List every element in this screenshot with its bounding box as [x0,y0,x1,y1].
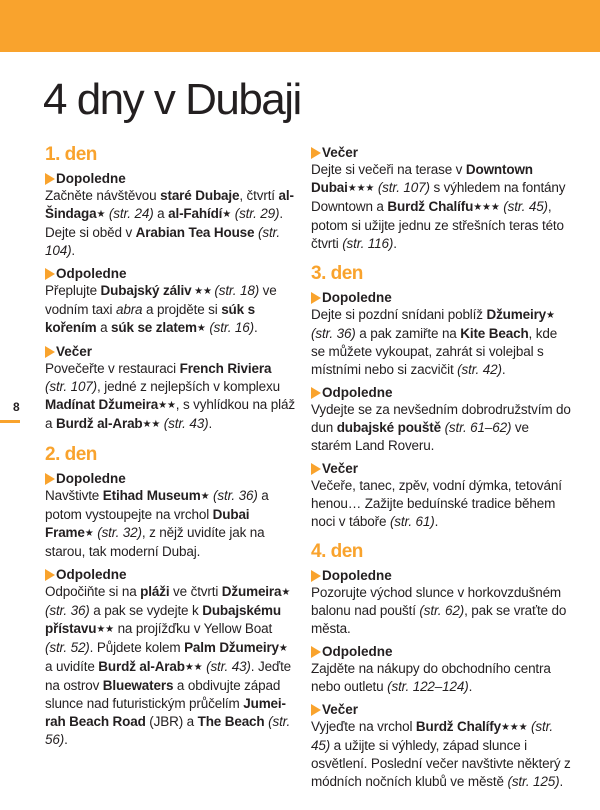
text-run: , potom si užijte jednu ze střešních teras této čtvrti [311,199,564,251]
star-rating-icon: ★ [546,310,555,321]
day-section [45,444,295,749]
text-run: a projděte si [142,302,222,317]
time-slot-description [311,306,571,379]
triangle-arrow-icon [311,387,321,399]
time-slot [311,144,571,253]
star-rating-icon: ★★★ [473,202,500,213]
page-reference: (str. 32) [97,525,142,540]
text-run: Vydejte se za nevšedním dobrodružstvím do dun [311,402,571,435]
triangle-arrow-icon [311,147,321,159]
page-reference: (str. 61) [389,514,435,529]
place-name: Arabian Tea House [135,225,255,240]
star-rating-icon: ★ [222,209,232,220]
text-run: . [559,774,564,789]
place-name: Dubai Frame [45,507,250,540]
text-run: , čtvrtí [239,188,279,203]
text-run: . Půjdete kolem [89,640,185,655]
page-reference: (str. 116) [342,236,394,251]
day-section [311,263,571,531]
page-reference: (str. 36) [45,603,90,618]
triangle-arrow-icon [45,346,55,358]
header-color-band [0,0,600,52]
star-rating-icon: ★★ [158,400,176,411]
text-run: . [434,514,439,529]
star-rating-icon: ★ [84,528,94,539]
text-run: ve vodním taxi [45,283,277,317]
place-name: Džumeira [221,584,282,599]
time-slot-label: Dopoledne [322,568,392,583]
text-run: Odpočiňte si na [45,584,141,599]
place-name: Burdž al-Arab [55,416,143,431]
day-title: 2. den [45,444,97,465]
place-name: pláži [140,584,170,599]
star-rating-icon: ★ [278,643,288,654]
time-slot [45,265,295,338]
text-run: . [253,320,258,335]
star-rating-icon: ★ [281,587,291,598]
right-column [311,144,571,801]
place-name: Jumeirah Beach Road [45,696,287,729]
text-run: na projížďku v Yellow Boat [113,621,273,636]
triangle-arrow-icon [45,473,55,485]
time-slot-heading [45,470,295,487]
text-run: ve starém Land Roveru. [311,420,529,453]
star-rating-icon: ★★ [191,286,215,297]
triangle-arrow-icon [311,292,321,304]
star-rating-icon: ★★ [184,662,203,673]
time-slot-description [45,583,295,749]
text-run: Dejte si večeři na terase v [311,162,466,177]
text-run: Zajděte na nákupy do obchodního centra nebo outletu [311,661,551,694]
time-slot [45,566,295,749]
star-rating-icon: ★ [200,491,210,502]
time-slot [45,470,295,561]
text-run: . [208,416,213,431]
page-reference: (str. 107) [45,379,98,394]
page-number-marker [0,420,20,423]
time-slot-label: Odpoledne [56,567,127,582]
star-rating-icon: ★★ [96,624,114,635]
page-reference: (str. 24) [108,206,154,221]
time-slot-heading [45,170,295,187]
time-slot-description [311,401,571,455]
time-slot-heading [311,289,571,306]
text-run: . Jeďte na ostrov [45,659,292,693]
place-name: Etihad Museum [102,488,201,503]
page-reference: (str. 45) [311,719,554,753]
triangle-arrow-icon [45,173,55,185]
place-name: Palm Džumeiry [184,640,279,655]
time-slot-heading [311,460,571,477]
time-slot [311,643,571,696]
star-rating-icon: ★★★ [500,722,528,733]
time-slot-description [45,360,295,434]
triangle-arrow-icon [311,704,321,716]
text-run: a pak se vydejte k [89,603,203,618]
page-reference: (str. 42) [457,362,502,377]
text-run: , pak se vraťte do města. [311,603,567,636]
page-reference: (str. 52) [45,640,90,655]
text-run: a pak zamiřte na [355,326,461,341]
page-reference: (str. 16) [209,320,254,335]
time-slot-label: Večer [56,344,93,359]
text-run: s výhledem na fontány Downtown a [311,180,566,214]
day-title: 3. den [311,263,363,284]
time-slot [45,170,295,260]
place-name: Bluewaters [102,678,174,693]
text-run: a potom vystoupejte na vrchol [45,488,269,522]
text-run: . Dejte si oběd v [45,206,283,240]
left-column [45,144,295,759]
place-name: Dubajskému přístavu [45,603,281,636]
triangle-arrow-icon [311,570,321,582]
page-reference: (str. 36) [213,488,258,503]
page-reference: abra [115,302,143,317]
text-run: a uvidíte [45,659,99,674]
time-slot-description [311,718,571,791]
place-name: Downtown Dubai [311,162,533,195]
place-name: dubajské pouště [336,420,441,435]
star-rating-icon: ★ [196,323,206,334]
text-run: a užijte si výhledy, západ slunce i osvětlení. Poslední večer navštivte některý z módních nočních klubů ve městě [311,738,571,789]
text-run: Navštivte [45,488,103,503]
time-slot [311,567,571,638]
time-slot-description [311,477,571,531]
time-slot [311,701,571,791]
text-run: . [501,362,506,377]
time-slot-description [45,187,295,260]
triangle-arrow-icon [45,569,55,581]
time-slot-heading [45,343,295,360]
text-run: . [393,236,397,251]
day-section [311,144,571,253]
text-run: Večeře, tanec, zpěv, vodní dýmka, tetování henou… Zažijte beduínské tradice během noci v táboře [311,478,562,529]
time-slot-heading [45,265,295,282]
place-name: Džumeiry [486,307,547,322]
time-slot-label: Dopoledne [56,471,126,486]
time-slot-description [311,584,571,638]
time-slot-label: Večer [322,145,359,160]
text-run: a [96,320,112,335]
time-slot [311,460,571,531]
text-run: Začněte návštěvou [45,188,161,203]
page-reference: (str. 29) [234,206,280,221]
text-run: , kde se můžete vykoupat, zahrát si volejbal s místními nebo si zacvičit [311,326,558,377]
time-slot-heading [311,701,571,718]
time-slot-description [311,161,571,253]
page-title: 4 dny v Dubaji [43,75,301,124]
star-rating-icon: ★★★ [347,183,375,194]
page-reference: (str. 61–62) [444,420,512,435]
place-name: Madínat Džumeira [45,397,159,412]
day-section [311,541,571,791]
page-reference: (str. 43) [206,659,251,674]
text-run: Dejte si pozdní snídani poblíž [311,307,487,322]
place-name: al-Šindaga [45,188,294,221]
page-reference: (str. 62) [419,603,465,618]
page-reference: (str. 56) [45,714,291,747]
page-reference: (str. 107) [377,180,430,195]
time-slot-heading [311,384,571,401]
time-slot-label: Dopoledne [56,171,126,186]
text-run: . [71,243,76,258]
text-run: ve čtvrti [169,584,222,599]
text-run: Vyjeďte na vrchol [311,719,416,734]
place-name: al-Fahídí [168,206,223,221]
day-title: 4. den [311,541,363,562]
time-slot-heading [45,566,295,583]
text-run: Povečeřte v restauraci [45,361,180,376]
text-run: (JBR) a [145,714,198,729]
page-reference: (str. 122–124) [387,679,469,694]
day-title: 1. den [45,144,97,165]
time-slot-description [45,282,295,338]
time-slot-heading [311,567,571,584]
day-section [45,144,295,434]
time-slot-label: Odpoledne [322,644,393,659]
time-slot-description [311,660,571,696]
page-number: 8 [13,400,20,414]
place-name: French Riviera [179,361,272,376]
text-run: . [468,679,473,694]
time-slot-label: Večer [322,461,359,476]
time-slot [311,289,571,379]
place-name: Burdž Chalífu [387,199,474,214]
time-slot-label: Večer [322,702,359,717]
time-slot-label: Odpoledne [322,385,393,400]
text-run: a [153,206,169,221]
time-slot-heading [311,643,571,660]
time-slot [311,384,571,455]
page-reference: (str. 43) [163,416,209,431]
text-run: Pozorujte východ slunce v horkovzdušném balonu nad pouští [311,585,562,618]
place-name: staré Dubaje [160,188,240,203]
place-name: súk s kořením [45,302,255,335]
page-reference: (str. 125) [507,774,560,789]
triangle-arrow-icon [311,646,321,658]
text-run: , s vyhlídkou na pláž a [45,397,295,431]
place-name: Kite Beach [460,326,529,341]
time-slot-description [45,487,295,561]
page-reference: (str. 36) [311,326,356,341]
place-name: Burdž Chalífy [415,719,501,734]
time-slot-label: Odpoledne [56,266,127,281]
text-run: , jedné z nejlepších v komplexu [97,379,280,394]
triangle-arrow-icon [311,463,321,475]
place-name: Dubajský záliv [100,283,192,298]
page-reference: (str. 45) [503,199,548,214]
star-rating-icon: ★ [96,209,106,220]
place-name: Burdž al-Arab [98,659,185,674]
page-reference: (str. 104) [45,225,280,258]
time-slot-heading [311,144,571,161]
text-run: a obdivujte západ slunce nad futuristickým průčelím [45,678,281,711]
text-run: Přeplujte [45,283,101,298]
text-run: , z nějž uvidíte jak na starou, tak moderní Dubaj. [45,525,265,559]
place-name: The Beach [197,714,265,729]
page-reference: (str. 18) [214,283,260,298]
star-rating-icon: ★★ [142,419,161,430]
place-name: súk se zlatem [111,320,197,335]
text-run: . [64,732,68,747]
time-slot-label: Dopoledne [322,290,392,305]
triangle-arrow-icon [45,268,55,280]
time-slot [45,343,295,434]
